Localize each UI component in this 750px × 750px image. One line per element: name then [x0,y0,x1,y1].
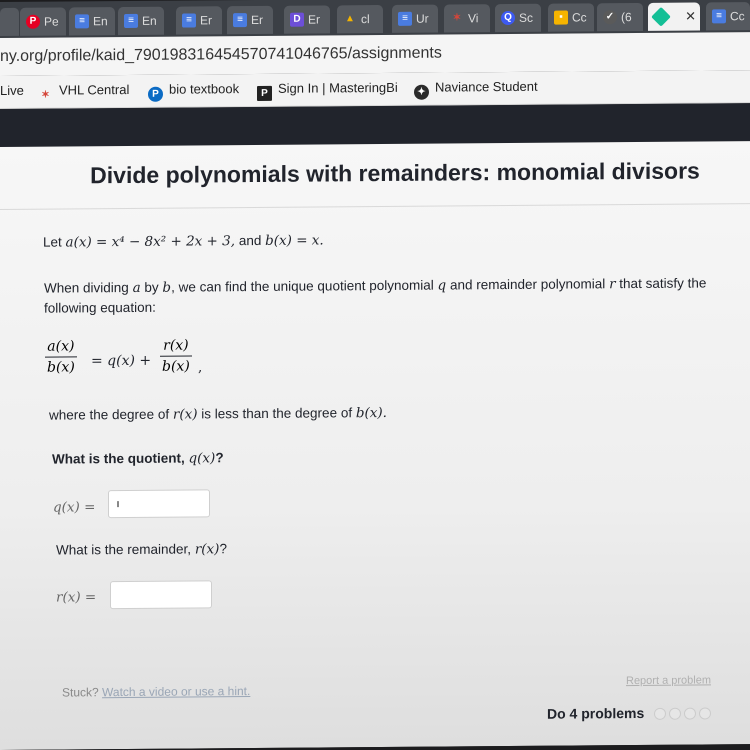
numerator-r: r(x) [163,337,189,354]
var-b: b [162,279,172,296]
intro-text: by [144,279,159,295]
let-text: Let [43,234,62,250]
bookmark-label: bio textbook [169,81,240,97]
doc-icon: ≡ [712,9,726,23]
remainder-input[interactable] [110,580,212,609]
hint-link[interactable]: Watch a video or use a hint. [102,684,251,700]
doc-icon: ≡ [398,12,412,26]
denominator-b: b(x) [162,358,190,375]
tab-label: Er [200,13,212,28]
tab-label: Er [251,12,263,28]
drive-icon: ▲ [345,13,355,25]
definition-line [43,232,324,250]
question-text: What is the remainder, [56,541,192,558]
intro-text: that satisfy the [619,275,707,292]
bookmark-label: VHL Central [59,81,130,98]
tab-label: Sc [519,10,534,25]
site-header [0,103,750,147]
exercise-title-bar [0,141,750,210]
tab-label: En [93,14,108,29]
browser-tab-active[interactable] [648,3,700,31]
browser-tab[interactable] [0,8,19,36]
intro-text: When dividing [44,279,129,296]
remainder-label: r(x) = [56,589,97,606]
b-symbol: b(x). [355,404,387,422]
quotient-label: q(x) = [53,499,96,516]
tab-label: Cc [730,9,745,24]
browser-tab[interactable] [20,7,66,35]
hint-prompt [62,684,250,699]
browser-tab[interactable] [337,5,383,33]
stuck-text: Stuck? [62,685,99,700]
quotient-question [52,450,224,467]
tab-label: (6 [621,10,632,25]
doc-icon: ≡ [233,13,247,27]
bookmark-label: Sign In | MasteringBi [278,79,398,96]
vhl-icon: ✶ [41,89,50,101]
var-a: a [132,279,141,296]
address-bar[interactable] [0,32,750,76]
pearson-icon: P [148,87,163,102]
quotient-input[interactable] [108,489,210,518]
browser-tab[interactable] [495,4,541,32]
browser-tab[interactable] [706,2,750,30]
fraction-bar [160,355,192,356]
browser-tab[interactable] [284,5,330,33]
classroom-icon: ▪ [554,11,568,25]
condition-text: where the degree of [49,406,170,423]
browser-tab[interactable] [597,3,643,31]
intro-line-1 [44,275,706,296]
pinterest-icon: P [26,15,40,29]
browser-tab[interactable] [227,6,273,34]
intro-line-2: following equation: [44,299,156,316]
bookmark-naviance[interactable] [414,79,538,100]
numerator-a: a(x) [47,338,75,355]
browser-tab[interactable] [176,6,222,34]
tab-label: cl [361,12,370,27]
q-symbol: q(x) [188,450,216,467]
report-problem-link[interactable]: Report a problem [626,674,711,688]
progress-dot [669,708,681,720]
browser-tab[interactable] [548,3,594,31]
browser-tab[interactable] [392,5,438,33]
equation-middle: = q(x) + [91,352,152,370]
browser-tab[interactable] [69,7,115,35]
exercise-footer [0,671,750,750]
naviance-icon: ✦ [414,85,429,100]
tab-label: En [142,13,157,28]
progress-dot [654,708,666,720]
and-text: and [238,232,262,249]
intro-text: and remainder polynomial [449,276,606,293]
question-text: What is the quotient, [52,450,185,467]
bookmark-vhl-central[interactable] [38,82,129,103]
doc-icon: ≡ [75,14,89,28]
tab-label: Cc [572,10,587,25]
doc-icon: ≡ [124,14,138,28]
bookmark-label: Naviance Student [435,78,538,95]
bookmark-label: Live [0,82,24,98]
r-symbol: r(x) [194,541,220,558]
bookmark-bio-textbook[interactable] [148,81,239,102]
bookmark-mastering[interactable] [257,80,398,101]
vhl-icon: ✶ [452,12,462,24]
tab-label: Er [308,12,320,27]
equation-comma: , [198,359,203,376]
quizlet-icon: Q [501,11,515,25]
d-icon: D [290,13,304,27]
r-symbol: r(x) [172,406,198,423]
khan-icon [651,7,671,27]
text-caret [117,501,119,507]
question-mark: ? [215,450,224,466]
check-icon: ✓ [603,10,617,24]
remainder-question [56,541,227,558]
progress-dot [684,708,696,720]
condition-text: is less than the degree of [201,405,353,422]
browser-tab[interactable] [444,4,490,32]
url-text[interactable]: ny.org/profile/kaid_790198316454570741046765/assignments [0,44,442,65]
tab-label: Ur [416,11,429,26]
browser-tab[interactable] [118,7,164,35]
question-mark: ? [219,541,227,557]
progress-dot [699,707,711,719]
doc-icon: ≡ [182,13,196,27]
mastering-icon: P [257,86,272,101]
var-r: r [609,276,616,293]
close-tab-icon[interactable]: ✕ [685,8,696,24]
fraction-a-over-b [45,338,77,375]
intro-text: , we can find the unique quotient polynomial [171,277,434,295]
denominator-b: b(x) [47,359,75,376]
fraction-r-over-b [160,337,192,374]
do-problems-label: Do 4 problems [547,704,645,722]
exercise-panel [0,141,750,750]
var-q: q [437,277,447,294]
bookmark-live[interactable] [0,83,24,98]
b-definition: b(x) = x. [265,232,324,249]
degree-condition [49,405,387,424]
a-definition: a(x) = x⁴ − 8x² + 2x + 3, [65,233,236,251]
tab-label: Vi [468,11,479,26]
tab-label: Pe [44,14,59,29]
fraction-bar [45,356,77,357]
page-title: Divide polynomials with remainders: monomial divisors [90,157,700,189]
